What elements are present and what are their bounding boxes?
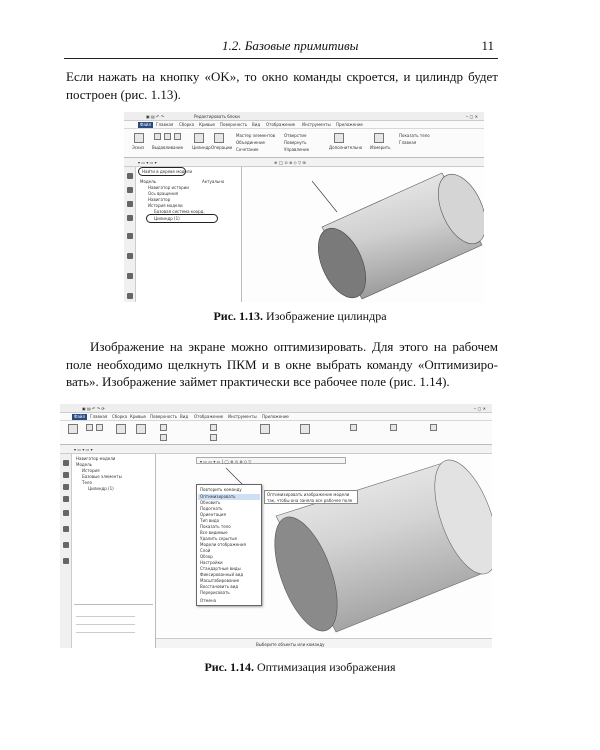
tooltip bbox=[264, 490, 358, 504]
window-controls[interactable]: ‒ ▢ ✕ bbox=[473, 406, 486, 411]
tree-row[interactable]: Навигатор модели bbox=[76, 456, 116, 461]
navigator-icon[interactable] bbox=[63, 460, 69, 466]
tab-display[interactable]: Отображение bbox=[194, 414, 224, 419]
web-icon[interactable] bbox=[63, 526, 69, 532]
paragraph-line: вать». Изображение займет практически все рабочее поле (рис. 1.14). bbox=[66, 374, 450, 389]
model-tree bbox=[72, 454, 156, 648]
selection-toolbar bbox=[60, 445, 492, 454]
constraint-icon[interactable] bbox=[127, 187, 133, 193]
tab-assembly[interactable]: Сборка bbox=[112, 414, 128, 419]
cylinder-drawing bbox=[242, 167, 484, 302]
ribbon-label[interactable]: Показать тело bbox=[399, 133, 430, 138]
quick-access-toolbar: ▣ ▤ ↶ ↷ bbox=[146, 114, 165, 119]
operations-icon[interactable] bbox=[214, 133, 224, 143]
selection-toolbar bbox=[124, 158, 484, 167]
tab-tools[interactable]: Инструменты bbox=[302, 122, 331, 127]
pointer-line bbox=[312, 181, 337, 212]
rotate-icon[interactable] bbox=[210, 434, 217, 441]
ribbon-label: Цилиндр bbox=[192, 145, 211, 150]
figure-caption-text: Оптимизация изображения bbox=[257, 660, 396, 674]
quick-access-toolbar: ▣ ▤ ↶ ↷ ⟳ bbox=[82, 406, 105, 411]
extrude-icon[interactable] bbox=[86, 424, 93, 431]
constraint-icon[interactable] bbox=[63, 472, 69, 478]
more-icon[interactable] bbox=[334, 133, 344, 143]
tree-row[interactable]: Ось вращения bbox=[148, 191, 179, 196]
ctx-item[interactable]: Повторить команду bbox=[200, 487, 242, 492]
web-icon[interactable] bbox=[127, 253, 133, 259]
ribbon-label[interactable]: Управление bbox=[284, 147, 310, 152]
tree-row[interactable]: История bbox=[82, 468, 100, 473]
ribbon-label: Эскиз bbox=[132, 145, 145, 150]
ribbon-tabs bbox=[124, 121, 484, 129]
snap-icons[interactable]: ⊕ ◯ ⊙ ⊗ ◇ ▽ ⊞ bbox=[274, 160, 306, 165]
tree-row[interactable]: Базовая система коорд. bbox=[154, 209, 205, 214]
ribbon-tabs bbox=[60, 413, 492, 421]
paragraph-line: построен (рис. 1.13). bbox=[66, 86, 181, 102]
running-title: 1.2. Базовые примитивы bbox=[222, 38, 359, 53]
model-tree bbox=[136, 167, 242, 302]
history-icon[interactable] bbox=[127, 273, 133, 279]
sketch-icon[interactable] bbox=[68, 424, 78, 434]
navigator-icon[interactable] bbox=[127, 173, 133, 179]
ctx-item[interactable]: Слой bbox=[200, 548, 211, 553]
ctx-item[interactable]: Стандартные виды bbox=[200, 566, 241, 571]
layer-icon[interactable] bbox=[430, 424, 437, 431]
roles-icon[interactable] bbox=[63, 558, 69, 564]
filter-dropdown[interactable]: ▾ ▭ ▾ ▭ ▾ bbox=[138, 160, 157, 165]
paragraph-line: Если нажать на кнопку «OK», то окно команды скроется, и цилиндр будет bbox=[66, 69, 498, 84]
ribbon-panel bbox=[60, 421, 492, 445]
show-icon[interactable] bbox=[350, 424, 357, 431]
page-header bbox=[64, 36, 498, 59]
ctx-item[interactable]: Обновить bbox=[200, 500, 221, 505]
sweep-icon[interactable] bbox=[174, 133, 181, 140]
tree-row[interactable]: Модель bbox=[140, 179, 157, 184]
hole-icon[interactable] bbox=[210, 424, 217, 431]
paragraph-line: Изображение на экране можно оптимизировать. Для этого на рабочем bbox=[90, 339, 498, 354]
tree-row[interactable]: Базовые элементы bbox=[82, 474, 122, 479]
measure-icon[interactable] bbox=[300, 424, 310, 434]
unite-icon[interactable] bbox=[160, 434, 167, 441]
tree-search[interactable]: Найти в дереве модели bbox=[142, 169, 193, 174]
ribbon-panel bbox=[124, 129, 484, 158]
tab-file[interactable]: Файл bbox=[140, 122, 152, 127]
window-controls[interactable]: ‒ ▢ ✕ bbox=[465, 114, 478, 119]
ctx-item[interactable]: Ориентация bbox=[200, 512, 226, 517]
revolve-icon[interactable] bbox=[96, 424, 103, 431]
tab-view[interactable]: Вид bbox=[180, 414, 189, 419]
app-titlebar bbox=[60, 404, 492, 413]
ctx-item[interactable]: Все видимые bbox=[200, 530, 228, 535]
measure-icon[interactable] bbox=[374, 133, 384, 143]
figure-caption-text: Изображение цилиндра bbox=[266, 309, 387, 323]
cylinder-icon[interactable] bbox=[194, 133, 204, 143]
tab-assembly[interactable]: Сборка bbox=[179, 122, 195, 127]
history-icon[interactable] bbox=[63, 542, 69, 548]
ribbon-label[interactable]: Повернуть bbox=[284, 140, 307, 145]
ctx-item[interactable]: Восстановить вид bbox=[200, 584, 239, 589]
ctx-item[interactable]: Тип вида bbox=[200, 518, 220, 523]
status-text: Выберите объекты или команду bbox=[256, 642, 325, 647]
ctx-item[interactable]: Перерисовать bbox=[200, 590, 230, 595]
ctx-item[interactable]: Подогнать bbox=[200, 506, 223, 511]
tab-surface[interactable]: Поверхность bbox=[220, 122, 248, 127]
ribbon-label: Дополнительно bbox=[329, 145, 363, 150]
tree-row[interactable]: Навигатор bbox=[148, 197, 171, 202]
tab-application[interactable]: Приложение bbox=[262, 414, 289, 419]
tree-row[interactable]: Тело bbox=[82, 480, 92, 485]
tab-home[interactable]: Главная bbox=[156, 122, 174, 127]
context-menu bbox=[196, 484, 262, 606]
tab-display[interactable]: Отображение bbox=[266, 122, 296, 127]
part-icon[interactable] bbox=[63, 496, 69, 502]
mini-toolbar[interactable]: ▾ ▭ ▭ ▾ ▭ | ◯ ⊕ ⊙ ⊗ ◇ ▽ bbox=[196, 457, 346, 464]
extrude-icon[interactable] bbox=[154, 133, 161, 140]
ctx-item[interactable]: Настройки bbox=[200, 560, 223, 565]
ribbon-label[interactable]: Сочетание bbox=[236, 147, 259, 152]
assembly-icon[interactable] bbox=[63, 484, 69, 490]
cylinder-icon[interactable] bbox=[116, 424, 126, 434]
tree-divider bbox=[74, 604, 153, 605]
figure-1-14-screenshot bbox=[60, 404, 492, 648]
ribbon-label[interactable]: Объединение bbox=[236, 140, 266, 145]
paragraph-1 bbox=[66, 68, 498, 103]
tooltip-line: Оптимизировать изображение модели bbox=[267, 492, 350, 497]
hide-icon[interactable] bbox=[390, 424, 397, 431]
part-icon[interactable] bbox=[127, 215, 133, 221]
window-title: Редактировать блоки bbox=[194, 114, 240, 119]
ribbon-label: Операции bbox=[211, 145, 233, 150]
tab-application[interactable]: Приложение bbox=[336, 122, 363, 127]
operations-icon[interactable] bbox=[136, 424, 146, 434]
tab-surface[interactable]: Поверхность bbox=[150, 414, 178, 419]
ribbon-label[interactable]: Мастер элементов bbox=[236, 133, 276, 138]
figure-label: Рис. 1.14. bbox=[204, 660, 255, 674]
status-bar bbox=[156, 638, 492, 648]
ctx-item[interactable]: Удалить скрытые bbox=[200, 536, 238, 541]
tab-curves[interactable]: Кривые bbox=[199, 122, 215, 127]
tab-home[interactable]: Главная bbox=[90, 414, 108, 419]
ctx-item[interactable]: Показать тело bbox=[200, 524, 231, 529]
ribbon-label[interactable]: Главная bbox=[399, 140, 417, 145]
sketch-icon[interactable] bbox=[134, 133, 144, 143]
revolve-icon[interactable] bbox=[164, 133, 171, 140]
figure-1-13-caption bbox=[0, 309, 600, 324]
reuse-icon[interactable] bbox=[63, 510, 69, 516]
tree-row[interactable]: История модели bbox=[148, 203, 183, 208]
details-row bbox=[76, 612, 135, 617]
tree-column-header: Актуально bbox=[202, 179, 225, 184]
tree-row-cylinder[interactable]: Цилиндр (1) bbox=[154, 216, 180, 221]
details-row bbox=[76, 620, 135, 625]
ctx-item[interactable]: Модели отображения bbox=[200, 542, 246, 547]
tree-row[interactable]: Цилиндр (1) bbox=[88, 486, 114, 491]
figure-label: Рис. 1.13. bbox=[213, 309, 264, 323]
resource-bar bbox=[124, 167, 136, 302]
ctx-item-optimize[interactable]: Оптимизировать bbox=[198, 494, 260, 500]
graphics-window[interactable] bbox=[242, 167, 484, 302]
roles-icon[interactable] bbox=[127, 293, 133, 299]
page-number: 11 bbox=[481, 38, 494, 53]
app-titlebar bbox=[124, 112, 484, 121]
ctx-item[interactable]: Обзор bbox=[200, 554, 213, 559]
resource-bar bbox=[60, 454, 72, 648]
filter-dropdown[interactable]: ▾ ▭ ▾ ▭ ▾ bbox=[74, 447, 93, 452]
figure-1-14-caption bbox=[0, 660, 600, 675]
tree-row[interactable]: Навигатор истории bbox=[148, 185, 189, 190]
graphics-window[interactable] bbox=[156, 454, 492, 638]
ctx-item[interactable]: Отмена bbox=[200, 598, 217, 603]
assembly-icon[interactable] bbox=[127, 201, 133, 207]
tab-view[interactable]: Вид bbox=[252, 122, 261, 127]
ctx-item[interactable]: Масштабирование bbox=[200, 578, 240, 583]
ribbon-label[interactable]: Отверстие bbox=[284, 133, 307, 138]
more-icon[interactable] bbox=[260, 424, 270, 434]
paragraph-line: поле необходимо щелкнуть ПКМ и в окне выбрать команду «Оптимизиро- bbox=[66, 356, 498, 372]
ribbon-label: Измерить bbox=[370, 145, 391, 150]
details-row bbox=[76, 628, 135, 633]
reuse-icon[interactable] bbox=[127, 233, 133, 239]
tab-curves[interactable]: Кривые bbox=[130, 414, 146, 419]
feature-icon[interactable] bbox=[160, 424, 167, 431]
paragraph-2 bbox=[66, 338, 498, 391]
tooltip-line: так, чтобы она заняла все рабочее поле bbox=[267, 498, 353, 503]
tab-file[interactable]: Файл bbox=[74, 414, 86, 419]
figure-1-13-screenshot bbox=[124, 112, 484, 302]
tab-tools[interactable]: Инструменты bbox=[228, 414, 257, 419]
ctx-item[interactable]: Фиксированный вид bbox=[200, 572, 244, 577]
tree-row[interactable]: Модель bbox=[76, 462, 93, 467]
ribbon-label: Выдавливание bbox=[152, 145, 184, 150]
